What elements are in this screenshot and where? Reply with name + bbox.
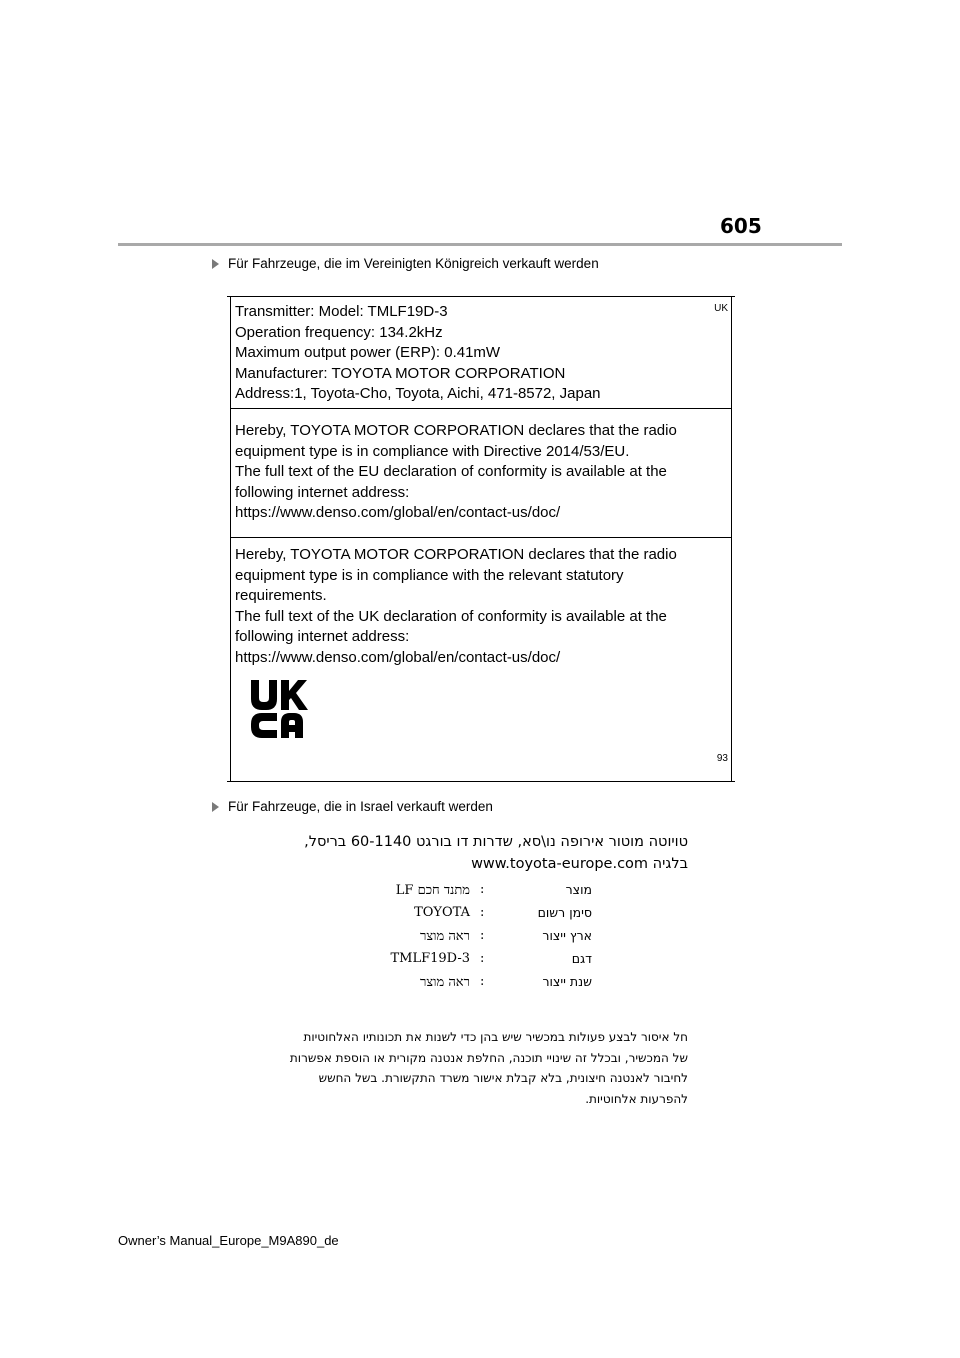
label-line: equipment type is in compliance with the relevant statutory (235, 566, 624, 584)
label-line: following internet address: (235, 628, 410, 645)
label-line: Transmitter: Model: TMLF19D-3 (235, 303, 448, 320)
spec-value: ראה מוצר (419, 975, 470, 990)
label-line: Maximum output power (ERP): 0.41mW (235, 344, 501, 361)
spec-colon: : (480, 928, 485, 943)
bullet-uk-text: Für Fahrzeuge, die im Vereinigten Königreich verkauft werden (228, 256, 599, 271)
bullet-israel-text: Für Fahrzeuge, die in Israel verkauft werden (228, 799, 493, 814)
notice-line: חל איסור לבצע פעולות במכשיר שיש בהן כדי לשנות את תכונותיו האלחוטיות (303, 1030, 688, 1044)
spec-colon: : (480, 974, 485, 989)
notice-line: של המכשיר, ובכלל זה שינויי תוכנה, החלפת אנטנה מקורית או הוספת אפשרות (289, 1050, 688, 1065)
label-line: equipment type is in compliance with Directive 2014/53/EU. (235, 442, 630, 460)
spec-key: שנת ייצור (542, 974, 592, 989)
footer-manual-id: Owner’s Manual_Europe_M9A890_de (118, 1233, 339, 1248)
header-rule (118, 243, 842, 246)
triangle-bullet-icon (212, 802, 219, 812)
uk-tag: UK (714, 303, 728, 314)
label-line: Hereby, TOYOTA MOTOR CORPORATION declares that the radio (235, 422, 677, 439)
spec-key: דגם (571, 951, 592, 966)
spec-value: TMLF19D-3 (390, 951, 470, 966)
triangle-bullet-icon (212, 259, 219, 269)
label-number: 93 (716, 753, 728, 764)
spec-row (360, 903, 592, 926)
spec-colon: : (480, 905, 485, 920)
label-divider-2 (231, 537, 731, 538)
label-line: Manufacturer: TOYOTA MOTOR CORPORATION (235, 364, 566, 382)
intro-line: בלגיה www.toyota-europe.com (471, 856, 688, 872)
bullet-uk (212, 256, 599, 271)
spec-key: מוצר (565, 882, 592, 897)
spec-value: TOYOTA (414, 905, 470, 920)
label-line: requirements. (235, 587, 327, 604)
intro-line: טויוטה מוטור אירופה נו\סא, שדרות דו בורגט 60-1140 בריסל, (304, 834, 688, 850)
label-line: following internet address: (235, 483, 410, 501)
label-line: Hereby, TOYOTA MOTOR CORPORATION declares that the radio (235, 546, 677, 563)
spec-value: ראה מוצר (419, 929, 470, 944)
label-line: Operation frequency: 134.2kHz (235, 323, 443, 341)
spec-colon: : (480, 951, 485, 966)
bullet-israel (212, 799, 493, 814)
spec-row (360, 880, 592, 903)
uk-label-box (230, 296, 732, 782)
label-line: The full text of the EU declaration of conformity is available at the (235, 463, 667, 480)
ukca-mark-icon (249, 678, 309, 742)
page-number: 605 (720, 214, 762, 238)
notice-line: לחיבור לאנטנה חיצונית, בלא קבלת אישור משרד התקשורת. בשל החשש (318, 1071, 688, 1085)
israel-spec-table (360, 880, 592, 995)
spec-row (360, 926, 592, 949)
label-line: The full text of the UK declaration of conformity is available at the (235, 607, 667, 625)
spec-key: ארץ ייצור (542, 928, 592, 943)
label-block-uk-declaration (235, 545, 723, 668)
spec-value: מתנד חכם LF (395, 883, 470, 898)
israel-wireless-notice (228, 1027, 688, 1109)
spec-row (360, 972, 592, 995)
spec-key: סימן רשום (537, 905, 592, 920)
notice-line: להפרעות אלחוטיות. (585, 1091, 688, 1106)
label-block-transmitter (235, 302, 723, 405)
israel-importer-intro (248, 831, 688, 875)
label-line: https://www.denso.com/global/en/contact-us/doc/ (235, 504, 561, 521)
label-line: https://www.denso.com/global/en/contact-us/doc/ (235, 648, 561, 666)
label-top-line (227, 296, 735, 297)
label-line: Address:1, Toyota-Cho, Toyota, Aichi, 471-8572, Japan (235, 385, 601, 402)
label-divider-1 (231, 408, 731, 409)
label-bottom-line (227, 781, 735, 782)
spec-row (360, 949, 592, 972)
spec-colon: : (480, 882, 485, 897)
label-block-eu-declaration (235, 421, 723, 524)
